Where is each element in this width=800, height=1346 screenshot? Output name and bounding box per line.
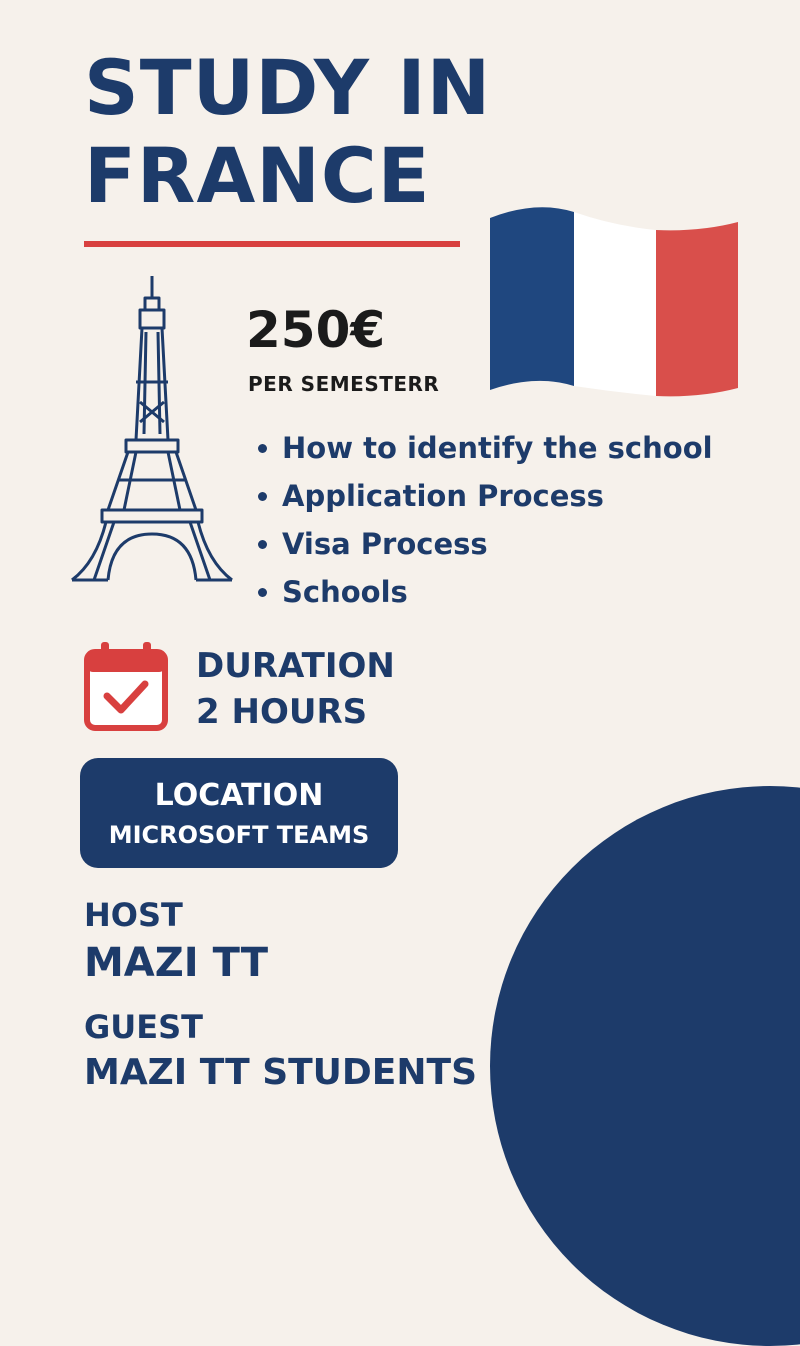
list-item — [258, 520, 713, 568]
price-amount: 250€ — [246, 301, 386, 359]
price-period: PER SEMESTERR — [248, 372, 440, 396]
location-box — [80, 758, 398, 868]
bullet-icon — [258, 492, 267, 501]
topic-label: Application Process — [282, 479, 604, 513]
duration-value: 2 HOURS — [196, 692, 368, 732]
location-label: LOCATION — [154, 778, 324, 813]
page-title — [84, 44, 604, 220]
topics-list — [258, 424, 713, 616]
duration-label: DURATION — [196, 646, 395, 686]
guest-label: GUEST — [84, 1008, 203, 1046]
bullet-icon — [258, 588, 267, 597]
list-item — [258, 472, 713, 520]
calendar-check-icon — [83, 640, 169, 732]
location-value: MICROSOFT TEAMS — [108, 821, 370, 849]
france-flag-icon — [486, 200, 742, 400]
decorative-circle — [490, 786, 800, 1346]
title-underline — [84, 241, 460, 247]
eiffel-tower-icon — [66, 272, 238, 590]
bullet-icon — [258, 444, 267, 453]
title-line-2: FRANCE — [84, 131, 431, 220]
topic-label: Schools — [282, 575, 408, 609]
host-label: HOST — [84, 896, 183, 934]
list-item — [258, 568, 713, 616]
topic-label: How to identify the school — [282, 431, 713, 465]
host-value: MAZI TT — [84, 940, 269, 986]
topic-label: Visa Process — [282, 527, 488, 561]
bullet-icon — [258, 540, 267, 549]
duration-block — [196, 643, 395, 735]
list-item — [258, 424, 713, 472]
title-line-1: STUDY IN — [84, 43, 492, 132]
guest-value: MAZI TT STUDENTS — [84, 1052, 477, 1093]
